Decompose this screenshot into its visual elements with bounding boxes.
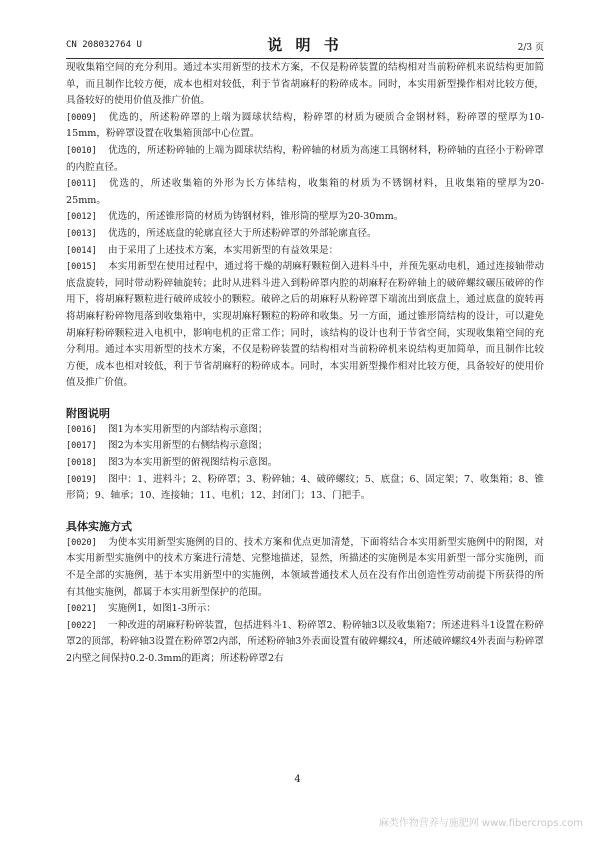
paragraph xyxy=(66,259,544,392)
paragraph-number: [0019] xyxy=(66,474,97,485)
paragraph-text: 优选的，所述底盘的轮廓直径大于所述粉碎罩的外部轮廓直径。 xyxy=(108,227,377,239)
section-heading-embodiment: 具体实施方式 xyxy=(66,519,132,533)
document-title: 说 明 书 xyxy=(267,36,343,54)
paragraph xyxy=(66,422,544,439)
paragraph-number: [0020] xyxy=(66,537,97,548)
paragraph-number: [0010] xyxy=(66,145,97,156)
paragraph-number: [0013] xyxy=(66,228,97,239)
paragraph-number: [0009] xyxy=(66,112,97,123)
paragraph-number: [0022] xyxy=(66,620,97,631)
page-label: 2/3 页 xyxy=(517,43,544,53)
paragraph-text: 图2为本实用新型的右侧结构示意图； xyxy=(108,440,268,452)
paragraph xyxy=(66,60,544,110)
embodiment-paragraphs xyxy=(66,535,544,668)
page-number: 4 xyxy=(294,774,301,785)
paragraph xyxy=(66,438,544,455)
paragraph xyxy=(66,455,544,472)
paragraph xyxy=(66,110,544,143)
paragraph-text: 本实用新型在使用过程中，通过将干燥的胡麻籽颗粒倒入进料斗中，并预先驱动电机，通过连接轴带动底盘旋转，同时带动粉碎轴旋转；此时从进料斗进入到粉碎罩内腔的胡麻籽在粉碎轴上的破碎螺纹碾压破碎的作用下，将胡麻籽颗粒进行破碎成较小的颗粒。破碎之后的胡麻籽从粉碎罩下端流出到底盘上，通过底盘的旋转再将胡麻籽粉碎物甩落到收集箱中，实现胡麻籽颗粒的粉碎和收集。另一方面，通过锥形筒结构的设计，可以避免胡麻籽粉碎颗粒进入电机中，影响电机的正常工作；同时，该结构的设计也利于节省空间，实现收集箱空间的充分利用。通过本实用新型的技术方案，不仅是粉碎装置的结构相对当前粉碎机来说结构更加简单，而且制作比较方便，成本也相对较低，利于节省胡麻籽的粉碎成本。同时，本实用新型操作相对比较方便，具备较好的使用价值及推广价值。 xyxy=(66,261,544,389)
paragraph-number: [0011] xyxy=(66,179,97,190)
paragraph-text: 图1为本实用新型的内部结构示意图； xyxy=(108,423,268,435)
paragraph-text: 优选的，所述粉碎轴的上端为圆球状结构，粉碎轴的材质为高速工具钢材料，粉碎轴的直径小于粉碎罩的内腔直径。 xyxy=(66,144,544,173)
paragraph-text: 为使本实用新型实施例的目的、技术方案和优点更加清楚，下面将结合本实用新型实施例中的附图，对本实用新型实施例中的技术方案进行清楚、完整地描述，显然，所描述的实施例是本实用新型一部分实施例，而不是全部的实施例，基于本实用新型中的实施例，本领域普通技术人员在没有作出创造性劳动前提下所获得的所有其他实施例，都属于本实用新型保护的范围。 xyxy=(66,536,544,598)
paragraph-text: 优选的，所述收集箱的外形为长方体结构，收集箱的材质为不锈钢材料，且收集箱的壁厚为20-25mm。 xyxy=(66,178,544,206)
paragraph-number: [0015] xyxy=(66,262,97,273)
page-header xyxy=(66,34,544,59)
document-body xyxy=(66,60,544,668)
figure-description-paragraphs xyxy=(66,422,544,505)
patent-number: CN 208032764 U xyxy=(66,40,142,50)
paragraph-number: [0014] xyxy=(66,245,97,256)
paragraph-number: [0012] xyxy=(66,212,97,223)
paragraph-number: [0021] xyxy=(66,604,97,615)
paragraph xyxy=(66,176,544,209)
paragraph-text: 图3为本实用新型的俯视图结构示意图。 xyxy=(108,457,278,469)
paragraph xyxy=(66,226,544,243)
paragraph xyxy=(66,472,544,505)
paragraph-text: 一种改进的胡麻籽粉碎装置，包括进料斗1、粉碎罩2、粉碎轴3以及收集箱7；所述进料斗1设置在粉碎罩2的顶部，粉碎轴3设置在粉碎罩2内部，所述粉碎轴3外表面设置有破碎螺纹4，所述破碎螺纹4外表面与粉碎罩2内壁之间保持0.2-0.3mm的距离；所述粉碎罩2右 xyxy=(66,619,544,664)
section-heading-figures: 附图说明 xyxy=(66,406,110,420)
paragraph-text: 现收集箱空间的充分利用。通过本实用新型的技术方案，不仅是粉碎装置的结构相对当前粉碎机来说结构更加简单，而且制作比较方便，成本也相对较低，利于节省胡麻籽的粉碎成本。同时，本实用新型操作相对比较方便，具备较好的使用价值及推广价值。 xyxy=(66,62,544,107)
paragraph-number: [0018] xyxy=(66,458,97,469)
paragraph xyxy=(66,209,544,226)
paragraph-text: 图中：1、进料斗；2、粉碎罩；3、粉碎轴；4、破碎螺纹；5、底盘；6、固定架；7、收集箱；8、锥形筒；9、轴承；10、连接轴；11、电机；12、封闭门；13、门把手。 xyxy=(66,473,544,502)
watermark: 麻类作物营养与施肥网 www.fibercrops.com xyxy=(378,818,583,829)
paragraph xyxy=(66,243,544,260)
paragraph-text: 优选的，所述锥形筒的材质为铸钢材料，锥形筒的壁厚为20-30mm。 xyxy=(108,211,404,223)
paragraph-text: 优选的，所述粉碎罩的上端为圆球状结构，粉碎罩的材质为硬质合金钢材料，粉碎罩的壁厚为10-15mm，粉碎罩设置在收集箱顶部中心位置。 xyxy=(66,111,544,140)
paragraph-number: [0017] xyxy=(66,441,97,452)
paragraph xyxy=(66,535,544,601)
paragraph xyxy=(66,143,544,176)
paragraph xyxy=(66,618,544,668)
paragraph-number: [0016] xyxy=(66,424,97,435)
paragraph-text: 由于采用了上述技术方案，本实用新型的有益效果是： xyxy=(108,244,339,256)
description-paragraphs xyxy=(66,60,544,392)
paragraph-text: 实施例1，如图1-3所示： xyxy=(108,603,216,615)
paragraph xyxy=(66,601,544,618)
